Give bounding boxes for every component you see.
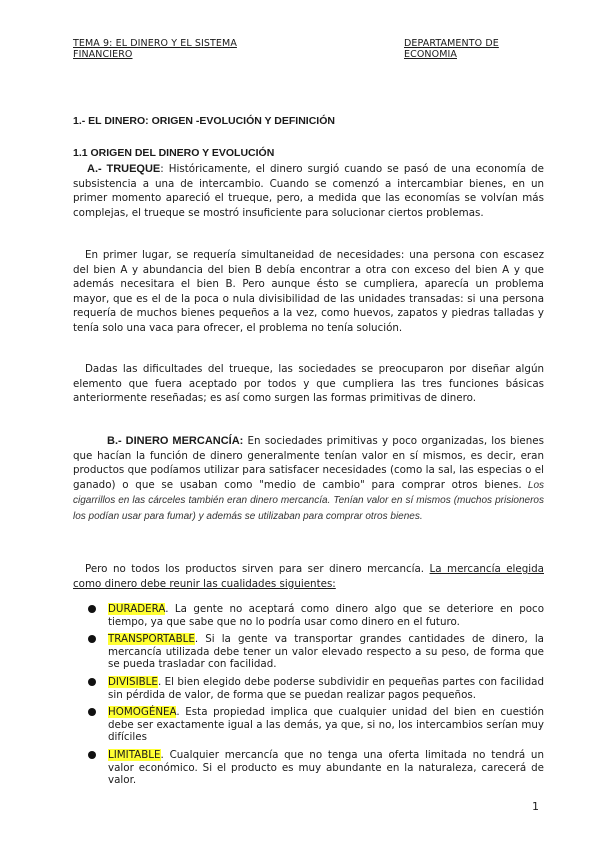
page-number: 1	[532, 800, 539, 813]
quality-text: . Si la gente va transportar grandes cantidades de dinero, la mercancía utilizada debe tener un valor elevado respecto a su peso, de forma que se pueda trasladar con facilidad.	[108, 633, 544, 671]
paragraph-3-text: Dadas las dificultades del trueque, las sociedades se preocuparon por diseñar algún elemento que fuera aceptado por todos y que cumpliera las tres funciones básicas anteriormente reseñadas; es así como surgen las formas primitivas de dinero.	[73, 363, 544, 404]
header-department: DEPARTAMENTO DE ECONOMIA	[404, 38, 499, 60]
subsection-title: 1.1 ORIGEN DEL DINERO Y EVOLUCIÓN	[73, 147, 275, 159]
paragraph-cualidades	[73, 562, 544, 591]
qualities-intro: La mercancía elegida como dinero debe reunir las cualidades siguientes:	[73, 563, 544, 590]
quality-term: DIVISIBLE	[108, 675, 158, 688]
bullet-icon	[88, 635, 96, 643]
mercancia-label: B.- DINERO MERCANCÍA:	[107, 435, 244, 447]
section-title: 1.- EL DINERO: ORIGEN -EVOLUCIÓN Y DEFINICIÓN	[73, 115, 335, 127]
qualities-list	[88, 603, 544, 792]
paragraph-2-text: En primer lugar, se requería simultaneidad de necesidades: una persona con escasez del bien A y abundancia del bien B debía encontrar a otra con exceso del bien A y que además necesitara el bien B. Pero aunque ésto se cumpliera, aparecía un problema mayor, que es el de la poca o nula divisibilidad de las unidades transadas: si una persona requería de muchos bienes pequeños a la vez, como huevos, zapatos y piedras talladas y tenía solo una vaca para ofrecer, el problema no tenía solución.	[73, 249, 544, 334]
bullet-icon	[88, 708, 96, 716]
list-item	[88, 749, 544, 787]
quality-term: TRANSPORTABLE	[108, 633, 195, 646]
quality-term: DURADERA	[108, 603, 166, 615]
list-item	[88, 603, 544, 628]
trueque-text: : Históricamente, el dinero surgió cuando se pasó de una economía de subsistencia a una de intercambio. Cuando se comenzó a intercambiar bienes, en un primer momento apareció el trueque, pero, a medida que las economías se volvían más complejas, el trueque se mostró insuficiente para solucionar ciertos problemas.	[73, 163, 545, 219]
header-topic: TEMA 9: EL DINERO Y EL SISTEMA FINANCIERO	[73, 38, 237, 60]
mercancia-text: En sociedades primitivas y poco organizadas, los bienes que hacían la función de dinero generalmente tenían valor en sí mismos, es decir, eran productos que podíamos utilizar para satisfacer necesidades (como la sal, las especias o el ganado) o que se usaban como "medio de cambio" para comprar otros bienes.	[73, 435, 544, 491]
quality-term: HOMOGÉNEA	[108, 706, 177, 719]
mercancia-example: Los cigarrillos en las cárceles también eran dinero mercancía. Tenían valor en sí mismos (muchos prisioneros los podían usar para fumar) y además se utilizaban para comprar otros bienes.	[73, 479, 545, 522]
list-item	[88, 706, 544, 744]
list-item	[88, 633, 544, 671]
paragraph-mercancia	[73, 434, 544, 524]
trueque-label: A.- TRUEQUE	[87, 163, 161, 175]
paragraph-simultaneidad	[73, 248, 544, 335]
paragraph-trueque	[73, 162, 544, 220]
quality-text: . El bien elegido debe poderse subdividir en pequeñas partes con facilidad sin pérdida de valor, de forma que se puedan realizar pagos pequeños.	[108, 675, 544, 701]
paragraph-5-text: Pero no todos los productos sirven para ser dinero mercancía.	[85, 563, 430, 575]
bullet-icon	[88, 751, 96, 759]
quality-term: LIMITABLE	[108, 748, 161, 761]
bullet-icon	[88, 678, 96, 686]
bullet-icon	[88, 605, 96, 613]
list-item	[88, 676, 544, 701]
quality-text: . Cualquier mercancía que no tenga una oferta limitada no tendrá un valor económico. Si el producto es muy abundante en la naturaleza, carecerá de valor.	[108, 748, 544, 787]
paragraph-dificultades	[73, 362, 544, 406]
quality-text: . La gente no aceptará como dinero algo que se deteriore en poco tiempo, ya que sabe que no lo podría usar como dinero en el futuro.	[108, 603, 544, 628]
quality-text: . Esta propiedad implica que cualquier unidad del bien en cuestión debe ser exactamente igual a las demás, ya que, si no, los intercambios serían muy difíciles	[108, 706, 544, 744]
